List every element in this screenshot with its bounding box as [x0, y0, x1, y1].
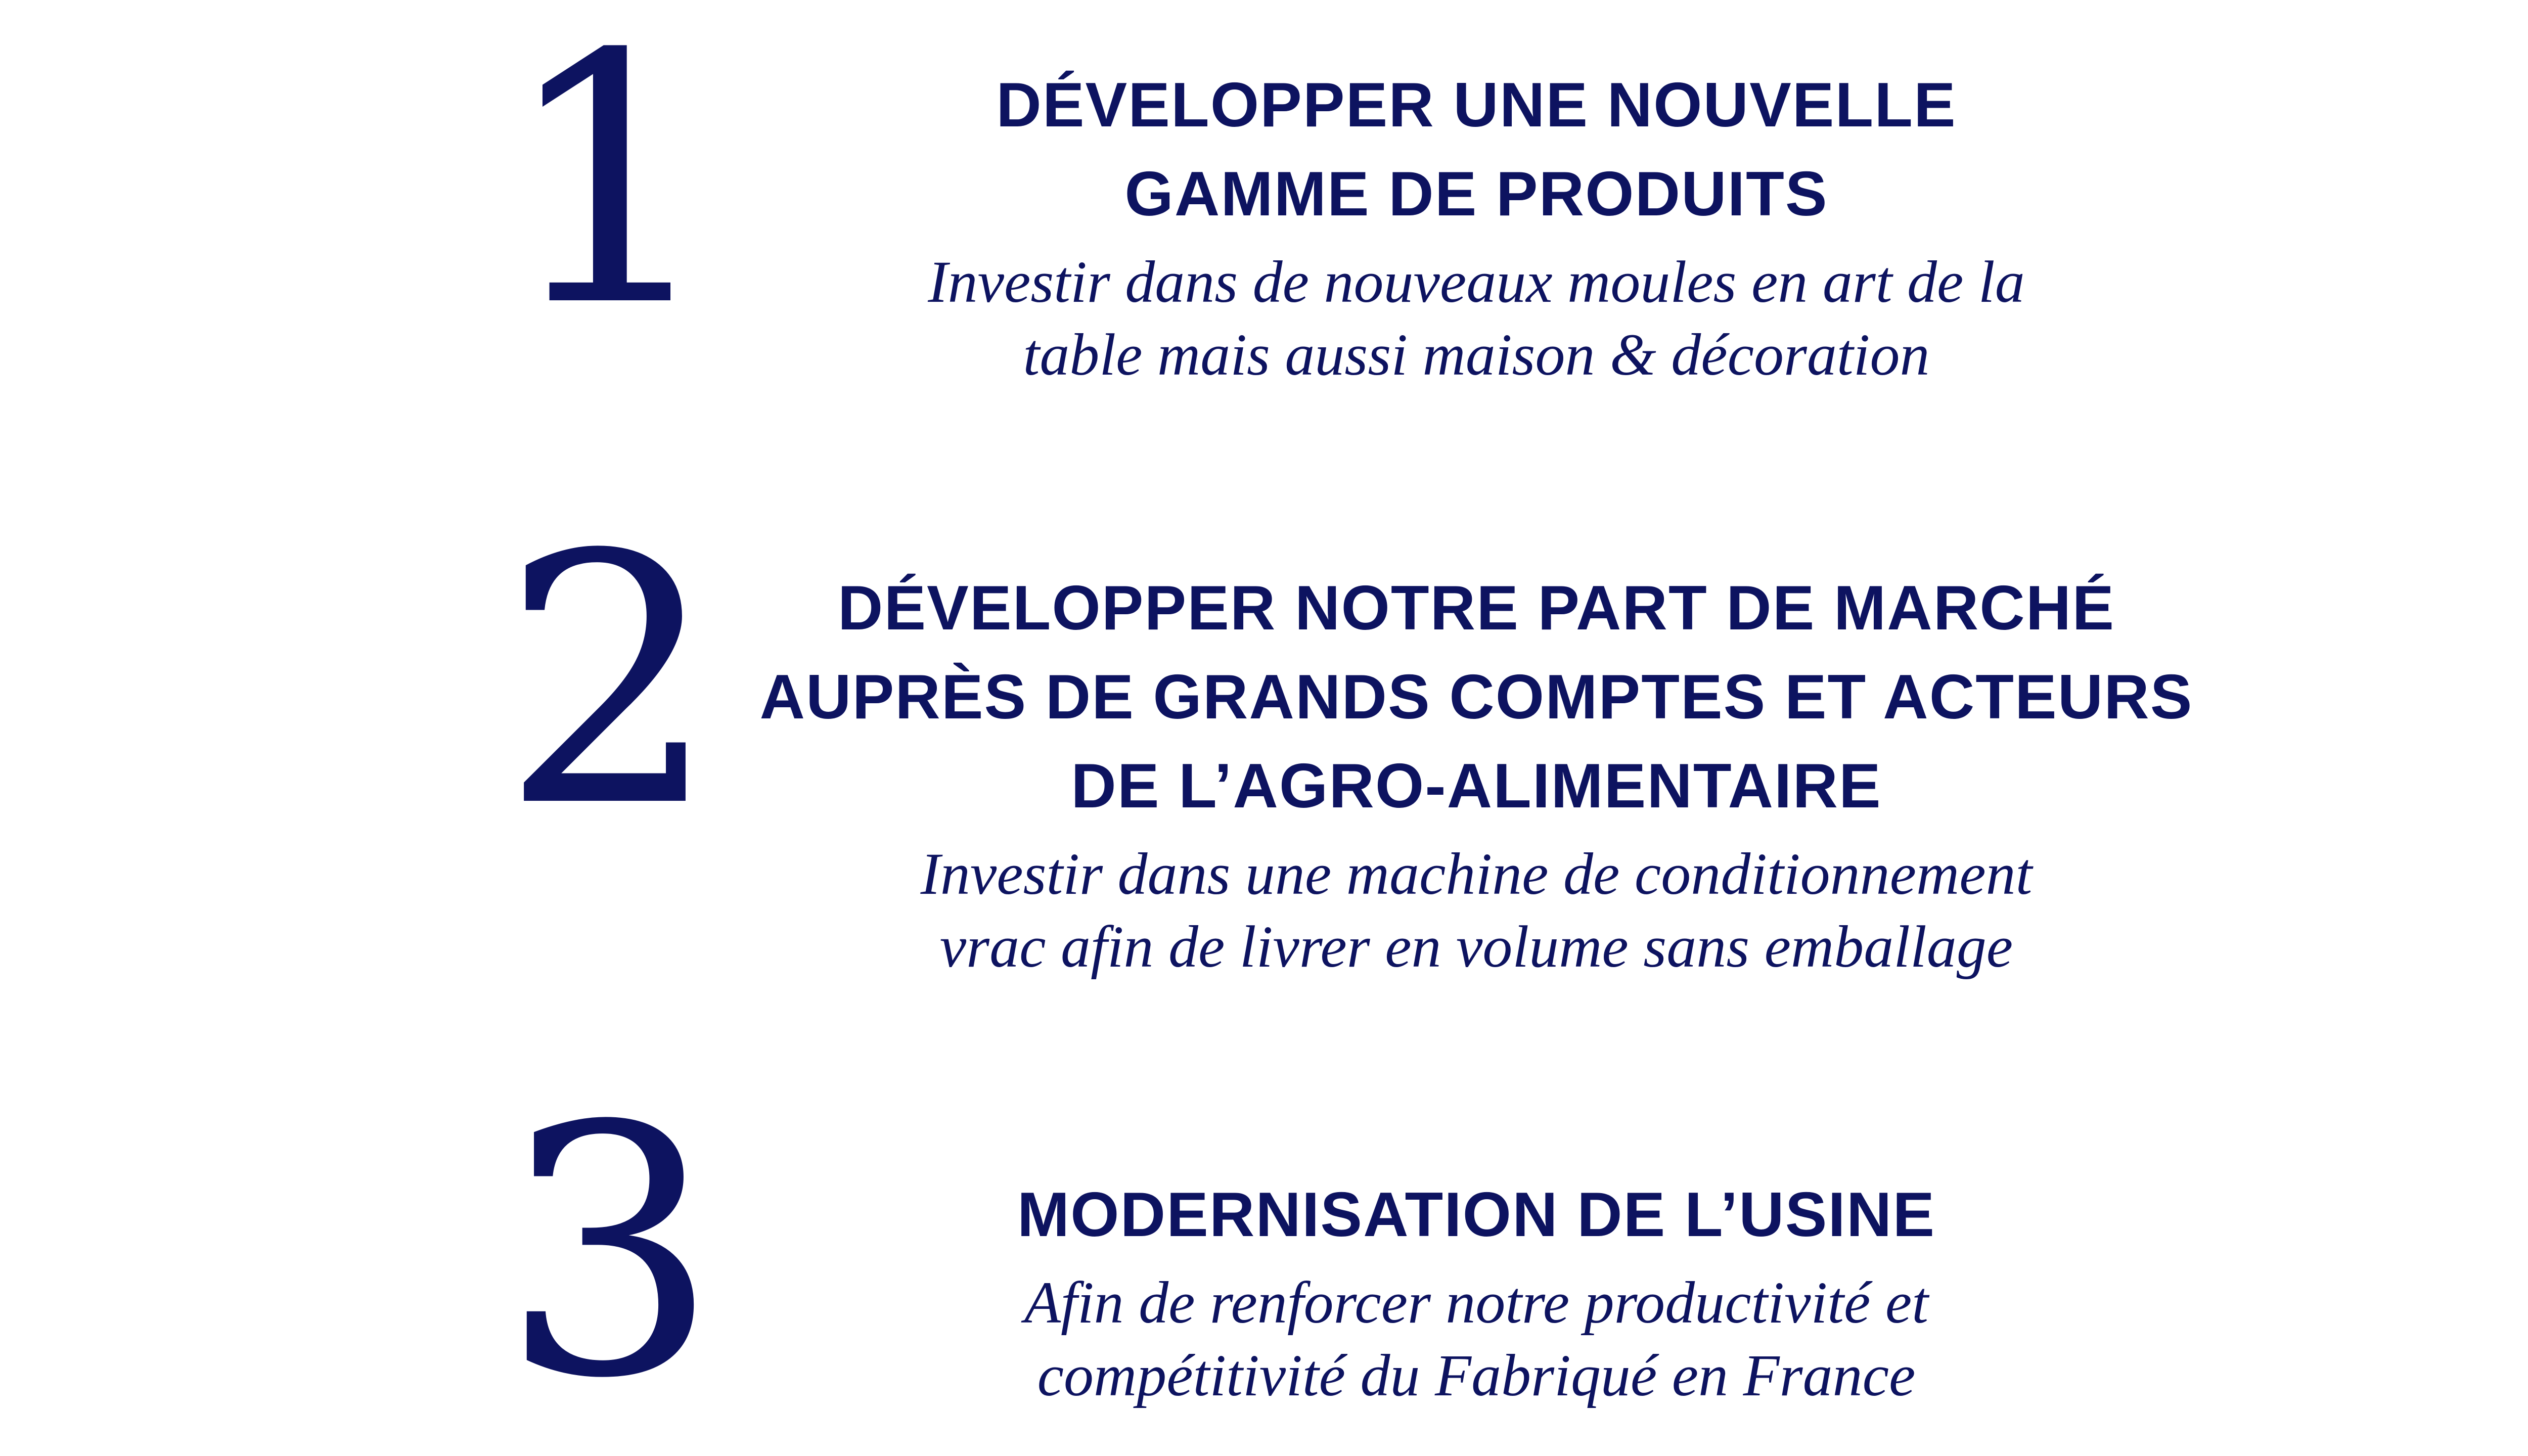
item-number-3: 3: [501, 1054, 714, 1453]
item-text-3: [617, 1170, 2336, 1412]
item-text-1: [617, 61, 2336, 391]
item-number-2: 2: [501, 482, 714, 882]
item-number-1: 1: [501, 0, 714, 382]
item-description-1: Investir dans de nouveaux moules en art de la table mais aussi maison & décoration: [928, 249, 2025, 388]
item-heading-3: MODERNISATION DE L’USINE: [1017, 1180, 1936, 1250]
item-text-2: [617, 564, 2336, 983]
item-description-2: Investir dans une machine de conditionnement vrac afin de livrer en volume sans emballage: [920, 841, 2033, 980]
item-heading-2: DÉVELOPPER NOTRE PART DE MARCHÉ AUPRÈS DE GRANDS COMPTES ET ACTEURS DE L’AGRO-ALIMENTAIRE: [759, 573, 2193, 821]
item-heading-1: DÉVELOPPER UNE NOUVELLE GAMME DE PRODUITS: [996, 70, 1957, 229]
item-description-3: Afin de renforcer notre productivité et compétitivité du Fabriqué en France: [1024, 1269, 1929, 1408]
